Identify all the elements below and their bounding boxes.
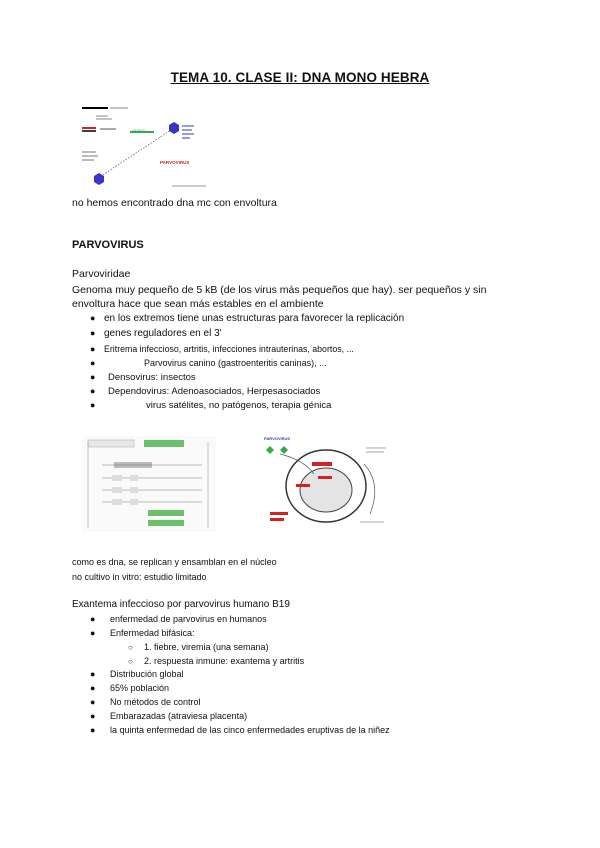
replication-cycle-figure — [260, 434, 392, 534]
bullet-icon: ● — [90, 628, 96, 638]
note-text: no cultivo in vitro: estudio limitado — [72, 572, 207, 582]
list-item — [90, 400, 331, 411]
bullet-icon: ● — [90, 313, 96, 323]
genome-map-figure — [82, 436, 216, 532]
list-item — [90, 372, 196, 383]
sub-list-item — [128, 642, 269, 652]
genome-diagram-figure — [78, 100, 218, 190]
list-item-text: virus satélites, no patógenos, terapia génica — [146, 400, 332, 411]
bullet-icon: ● — [90, 328, 96, 338]
list-item — [90, 697, 201, 707]
list-item — [90, 358, 327, 368]
list-item — [90, 669, 184, 679]
list-item-text: Embarazadas (atraviesa placenta) — [110, 711, 248, 721]
list-item — [90, 614, 267, 624]
list-item-text: la quinta enfermedad de las cinco enfermedades eruptivas de la niñez — [110, 725, 390, 735]
parvovirus-label: PARVOVIRUS — [160, 160, 190, 165]
page-title: TEMA 10. CLASE II: DNA MONO HEBRA — [170, 70, 430, 85]
subsection-title: Exantema infeccioso por parvovirus humano B19 — [72, 599, 290, 610]
list-item-text: Distribución global — [110, 669, 184, 679]
list-item-text: Eritrema infeccioso, artritis, infecciones intrauterinas, abortos, ... — [104, 344, 354, 354]
sub-bullet-icon: ○ — [128, 657, 133, 666]
list-item-text: Densovirus: insectos — [108, 372, 196, 383]
bullet-icon: ● — [90, 400, 96, 410]
section-heading: PARVOVIRUS — [72, 239, 144, 251]
bullet-icon: ● — [90, 358, 96, 368]
genome-map — [82, 436, 216, 532]
list-item-text: No métodos de control — [110, 697, 201, 707]
list-item — [90, 386, 320, 397]
bullet-icon: ● — [90, 669, 96, 679]
list-item — [90, 683, 169, 693]
replication-cycle-diagram — [260, 434, 392, 534]
bullet-icon: ● — [90, 725, 96, 735]
list-item-text: enfermedad de parvovirus en humanos — [110, 614, 267, 624]
sub-bullet-icon: ○ — [128, 643, 133, 652]
list-item-text: 1. fiebre, viremia (una semana) — [144, 642, 269, 652]
list-item-text: 65% población — [110, 683, 170, 693]
bullet-icon: ● — [90, 711, 96, 721]
list-item — [90, 725, 390, 735]
list-item — [90, 344, 354, 354]
bullet-icon: ● — [90, 683, 96, 693]
list-item — [90, 328, 222, 339]
bullet-icon: ● — [90, 697, 96, 707]
paragraph-line: Genoma muy pequeño de 5 kB (de los virus más pequeños que hay). ser pequeños y sin — [72, 284, 487, 296]
paragraph-line: envoltura hace que sean más estables en el ambiente — [72, 298, 324, 310]
note-text: como es dna, se replican y ensamblan en el núcleo — [72, 557, 277, 567]
list-item-text: en los extremos tiene unas estructuras para favorecer la replicación — [104, 313, 405, 324]
genome-diagram — [78, 100, 218, 190]
list-item-text: genes reguladores en el 3' — [104, 328, 222, 339]
sub-list-item — [128, 656, 304, 666]
bullet-icon: ● — [90, 344, 96, 354]
parvovirus-label: PARVOVIRUS — [264, 436, 291, 441]
list-item-text: 2. respuesta inmune: exantema y artritis — [144, 656, 305, 666]
bullet-icon: ● — [90, 372, 96, 382]
figure-caption: no hemos encontrado dna mc con envoltura — [72, 197, 277, 209]
list-item-text: Dependovirus: Adenoasociados, Herpesasociados — [108, 386, 321, 397]
hepad-label: HEPAD — [132, 128, 146, 133]
list-item — [90, 628, 195, 638]
list-item-text: Parvovirus canino (gastroenteritis caninas), ... — [144, 358, 327, 368]
list-item-text: Enfermedad bifásica: — [110, 628, 195, 638]
family-name: Parvoviridae — [72, 268, 131, 280]
bullet-icon: ● — [90, 614, 96, 624]
list-item — [90, 313, 404, 324]
list-item — [90, 711, 247, 721]
bullet-icon: ● — [90, 386, 96, 396]
